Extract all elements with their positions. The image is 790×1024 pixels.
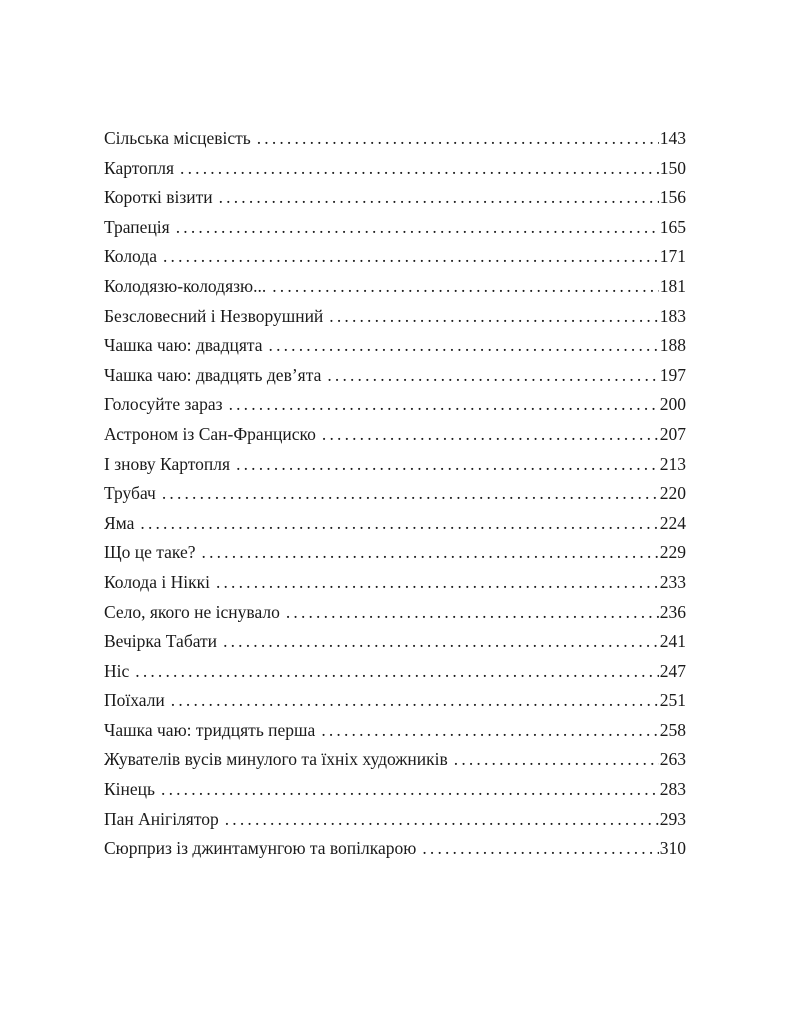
entry-title: Сюрприз із джинтамунгою та вопілкарою xyxy=(104,838,417,859)
entry-title: Чашка чаю: двадцята xyxy=(104,335,263,356)
dot-leader xyxy=(323,302,658,332)
dot-leader xyxy=(155,775,659,805)
entry-title: Яма xyxy=(104,512,135,533)
dot-leader xyxy=(251,124,659,154)
entry-title: Пан Анігілятор xyxy=(104,808,219,829)
dot-leader xyxy=(230,450,659,480)
entry-title: Безсловесний і Незворушний xyxy=(104,305,324,326)
toc-entry xyxy=(104,420,686,450)
entry-page-number: 183 xyxy=(659,305,686,326)
entry-title: Жувателів вусів минулого та їхніх художників xyxy=(104,749,448,770)
dot-leader xyxy=(280,598,659,628)
entry-page-number: 207 xyxy=(659,423,686,444)
entry-page-number: 241 xyxy=(659,631,686,652)
dot-leader xyxy=(165,686,659,716)
entry-page-number: 229 xyxy=(659,542,686,563)
entry-title: Поїхали xyxy=(104,690,165,711)
entry-page-number: 251 xyxy=(659,690,686,711)
entry-page-number: 293 xyxy=(659,808,686,829)
dot-leader xyxy=(134,509,658,539)
dot-leader xyxy=(210,568,659,598)
dot-leader xyxy=(174,154,659,184)
entry-title: Що це таке? xyxy=(104,542,196,563)
toc-entry xyxy=(104,331,686,361)
entry-title: Кінець xyxy=(104,779,156,800)
dot-leader xyxy=(213,183,659,213)
dot-leader xyxy=(316,420,659,450)
entry-title: Вечірка Табати xyxy=(104,631,218,652)
dot-leader xyxy=(157,242,659,272)
entry-page-number: 165 xyxy=(659,216,686,237)
entry-page-number: 224 xyxy=(659,512,686,533)
entry-page-number: 247 xyxy=(659,660,686,681)
toc-entry xyxy=(104,242,686,272)
entry-title: Ніс xyxy=(104,660,130,681)
toc-entry xyxy=(104,479,686,509)
table-of-contents xyxy=(104,124,686,864)
dot-leader xyxy=(170,213,659,243)
toc-entry xyxy=(104,538,686,568)
dot-leader xyxy=(266,272,659,302)
toc-entry xyxy=(104,450,686,480)
dot-leader xyxy=(156,479,659,509)
entry-page-number: 188 xyxy=(659,335,686,356)
toc-entry xyxy=(104,361,686,391)
entry-page-number: 258 xyxy=(659,719,686,740)
entry-page-number: 220 xyxy=(659,483,686,504)
entry-page-number: 200 xyxy=(659,394,686,415)
entry-page-number: 213 xyxy=(659,453,686,474)
dot-leader xyxy=(196,538,659,568)
toc-entry xyxy=(104,805,686,835)
entry-page-number: 197 xyxy=(659,364,686,385)
dot-leader xyxy=(263,331,659,361)
toc-entry xyxy=(104,272,686,302)
entry-title: Село, якого не існувало xyxy=(104,601,280,622)
entry-title: Короткі візити xyxy=(104,187,213,208)
entry-page-number: 263 xyxy=(659,749,686,770)
entry-title: Трубач xyxy=(104,483,156,504)
toc-entry xyxy=(104,568,686,598)
entry-title: Колодязю-колодязю... xyxy=(104,275,267,296)
toc-entry xyxy=(104,657,686,687)
toc-entry xyxy=(104,154,686,184)
entry-title: Чашка чаю: двадцять дев’ята xyxy=(104,364,322,385)
entry-page-number: 181 xyxy=(659,275,686,296)
dot-leader xyxy=(219,805,659,835)
dot-leader xyxy=(129,657,658,687)
toc-entry xyxy=(104,509,686,539)
entry-page-number: 310 xyxy=(659,838,686,859)
toc-entry xyxy=(104,745,686,775)
entry-title: Астроном із Сан-Франциско xyxy=(104,423,316,444)
entry-page-number: 171 xyxy=(659,246,686,267)
toc-entry xyxy=(104,775,686,805)
entry-page-number: 233 xyxy=(659,571,686,592)
dot-leader xyxy=(416,834,658,864)
toc-entry xyxy=(104,183,686,213)
entry-page-number: 283 xyxy=(659,779,686,800)
toc-entry xyxy=(104,598,686,628)
dot-leader xyxy=(321,361,658,391)
entry-title: Чашка чаю: тридцять перша xyxy=(104,719,316,740)
entry-page-number: 150 xyxy=(659,157,686,178)
toc-entry xyxy=(104,834,686,864)
toc-entry xyxy=(104,716,686,746)
entry-title: Трапеція xyxy=(104,216,170,237)
toc-entry xyxy=(104,390,686,420)
toc-entry xyxy=(104,302,686,332)
toc-entry xyxy=(104,213,686,243)
dot-leader xyxy=(217,627,659,657)
entry-title: І знову Картопля xyxy=(104,453,231,474)
toc-entry xyxy=(104,627,686,657)
entry-page-number: 156 xyxy=(659,187,686,208)
entry-title: Колода і Ніккі xyxy=(104,571,210,592)
dot-leader xyxy=(223,390,659,420)
toc-entry xyxy=(104,686,686,716)
entry-title: Картопля xyxy=(104,157,175,178)
entry-page-number: 143 xyxy=(659,128,686,148)
entry-title: Сільська місцевість xyxy=(104,128,251,148)
dot-leader xyxy=(448,745,659,775)
dot-leader xyxy=(315,716,658,746)
entry-title: Колода xyxy=(104,246,157,267)
toc-entry xyxy=(104,124,686,154)
entry-title: Голосуйте зараз xyxy=(104,394,223,415)
entry-page-number: 236 xyxy=(659,601,686,622)
